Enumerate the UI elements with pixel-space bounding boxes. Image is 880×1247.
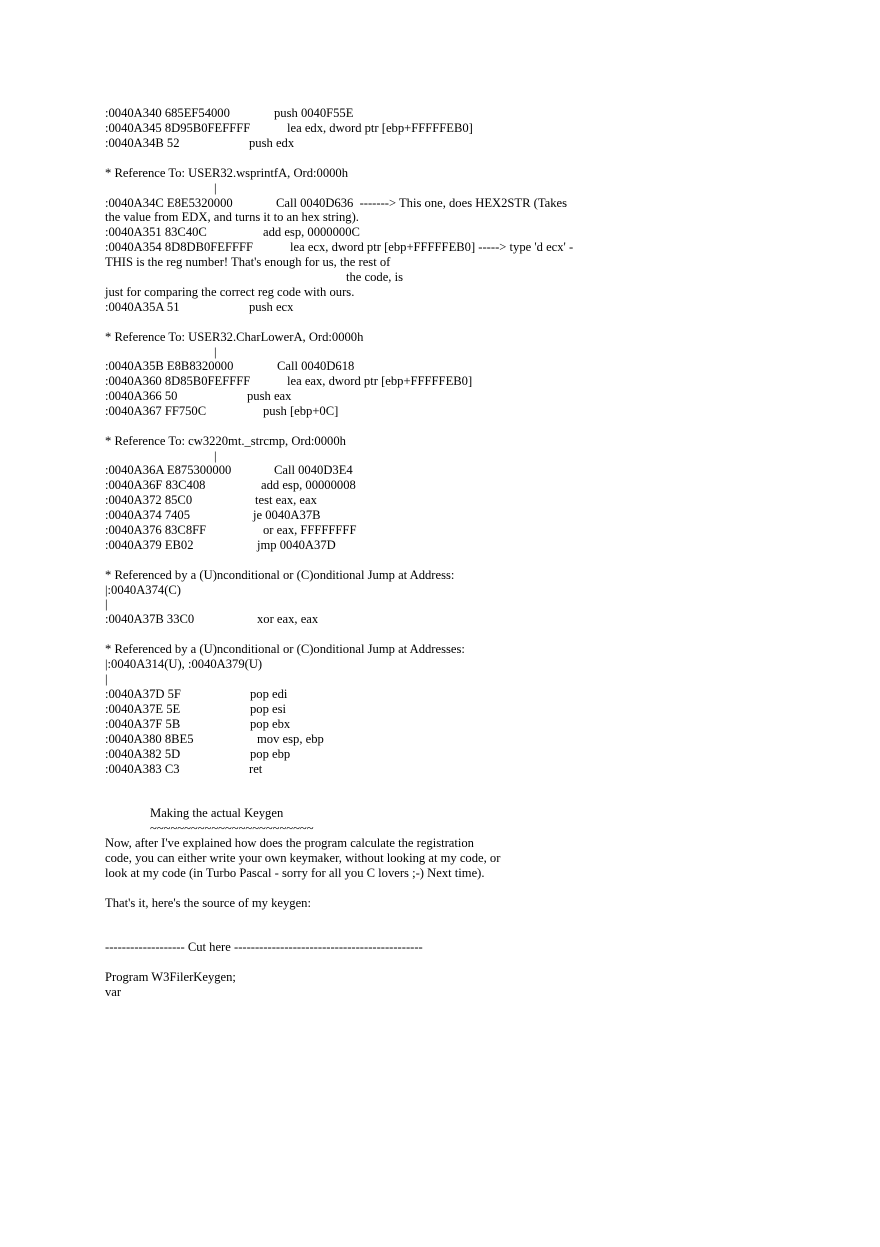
pipe-marker: | (105, 597, 108, 611)
asm-address: :0040A35A 51 (105, 300, 180, 314)
asm-instruction: pop ebx (250, 717, 291, 731)
asm-instruction: jmp 0040A37D (257, 538, 336, 552)
asm-instruction: ret (249, 762, 263, 776)
asm-instruction: push ecx (249, 300, 294, 314)
asm-address: :0040A383 C3 (105, 762, 180, 776)
reference-header: * Referenced by a (U)nconditional or (C)onditional Jump at Address: (105, 568, 455, 582)
asm-address: :0040A376 83C8FF (105, 523, 207, 537)
asm-address: :0040A36F 83C408 (105, 478, 206, 492)
pipe-marker: | (214, 345, 217, 359)
asm-address: :0040A351 83C40C (105, 225, 207, 239)
comment-text: THIS is the reg number! That's enough for us, the rest of (105, 255, 391, 269)
asm-instruction: or eax, FFFFFFFF (263, 523, 357, 537)
asm-instruction: Call 0040D618 (277, 359, 355, 373)
asm-address: :0040A382 5D (105, 747, 181, 761)
asm-instruction: push [ebp+0C] (263, 404, 339, 418)
asm-address: :0040A366 50 (105, 389, 178, 403)
paragraph-line: Now, after I've explained how does the program calculate the registration (105, 836, 474, 850)
asm-instruction: xor eax, eax (257, 612, 319, 626)
asm-instruction: lea edx, dword ptr [ebp+FFFFFEB0] (287, 121, 473, 135)
code-line: Program W3FilerKeygen; (105, 970, 236, 984)
pipe-marker: | (214, 181, 217, 195)
asm-instruction: add esp, 00000008 (261, 478, 356, 492)
paragraph-line: That's it, here's the source of my keygen: (105, 896, 311, 910)
asm-address: :0040A37E 5E (105, 702, 181, 716)
pipe-marker: | (214, 449, 217, 463)
pipe-marker: | (105, 672, 108, 686)
comment-text: just for comparing the correct reg code with ours. (105, 285, 355, 299)
jump-address-list: |:0040A314(U), :0040A379(U) (105, 657, 263, 671)
jump-address-list: |:0040A374(C) (105, 583, 181, 597)
asm-instruction: test eax, eax (255, 493, 317, 507)
asm-instruction: push eax (247, 389, 292, 403)
asm-instruction: add esp, 0000000C (263, 225, 360, 239)
comment-text: the code, is (346, 270, 404, 284)
asm-address: :0040A374 7405 (105, 508, 191, 522)
asm-instruction: lea ecx, dword ptr [ebp+FFFFFEB0] -----> type 'd ecx' - (290, 240, 574, 254)
asm-address: :0040A37F 5B (105, 717, 181, 731)
asm-instruction: lea eax, dword ptr [ebp+FFFFFEB0] (287, 374, 473, 388)
asm-address: :0040A37D 5F (105, 687, 181, 701)
cut-marker: ------------------- Cut here --------------------------------------------- (105, 940, 423, 954)
reference-header: * Reference To: cw3220mt._strcmp, Ord:0000h (105, 434, 346, 448)
asm-instruction: pop esi (250, 702, 287, 716)
asm-instruction: pop edi (250, 687, 288, 701)
asm-instruction: Call 0040D3E4 (274, 463, 353, 477)
paragraph-line: look at my code (in Turbo Pascal - sorry for all you C lovers ;-) Next time). (105, 866, 485, 880)
reference-header: * Reference To: USER32.wsprintfA, Ord:0000h (105, 166, 349, 180)
asm-instruction: push 0040F55E (274, 106, 354, 120)
asm-address: :0040A367 FF750C (105, 404, 207, 418)
asm-instruction: pop ebp (250, 747, 291, 761)
asm-address: :0040A372 85C0 (105, 493, 193, 507)
asm-address: :0040A37B 33C0 (105, 612, 195, 626)
code-line: var (105, 985, 122, 999)
comment-text: the value from EDX, and turns it to an hex string). (105, 210, 359, 224)
asm-address: :0040A380 8BE5 (105, 732, 194, 746)
asm-address: :0040A35B E8B8320000 (105, 359, 234, 373)
reference-header: * Referenced by a (U)nconditional or (C)onditional Jump at Addresses: (105, 642, 465, 656)
asm-instruction: push edx (249, 136, 295, 150)
paragraph-line: code, you can either write your own keymaker, without looking at my code, or (105, 851, 501, 865)
asm-address: :0040A360 8D85B0FEFFFF (105, 374, 251, 388)
asm-instruction: je 0040A37B (253, 508, 321, 522)
asm-address: :0040A345 8D95B0FEFFFF (105, 121, 251, 135)
asm-address: :0040A354 8D8DB0FEFFFF (105, 240, 254, 254)
asm-instruction: Call 0040D636 -------> This one, does HEX2STR (Takes (276, 196, 568, 210)
asm-address: :0040A379 EB02 (105, 538, 194, 552)
section-title-underline: ~~~~~~~~~~~~~~~~~~~~~~~~ (150, 821, 314, 835)
section-title: Making the actual Keygen (150, 806, 284, 820)
reference-header: * Reference To: USER32.CharLowerA, Ord:0000h (105, 330, 364, 344)
asm-address: :0040A36A E875300000 (105, 463, 232, 477)
asm-instruction: mov esp, ebp (257, 732, 324, 746)
asm-address: :0040A340 685EF54000 (105, 106, 230, 120)
asm-address: :0040A34B 52 (105, 136, 180, 150)
asm-address: :0040A34C E8E5320000 (105, 196, 233, 210)
